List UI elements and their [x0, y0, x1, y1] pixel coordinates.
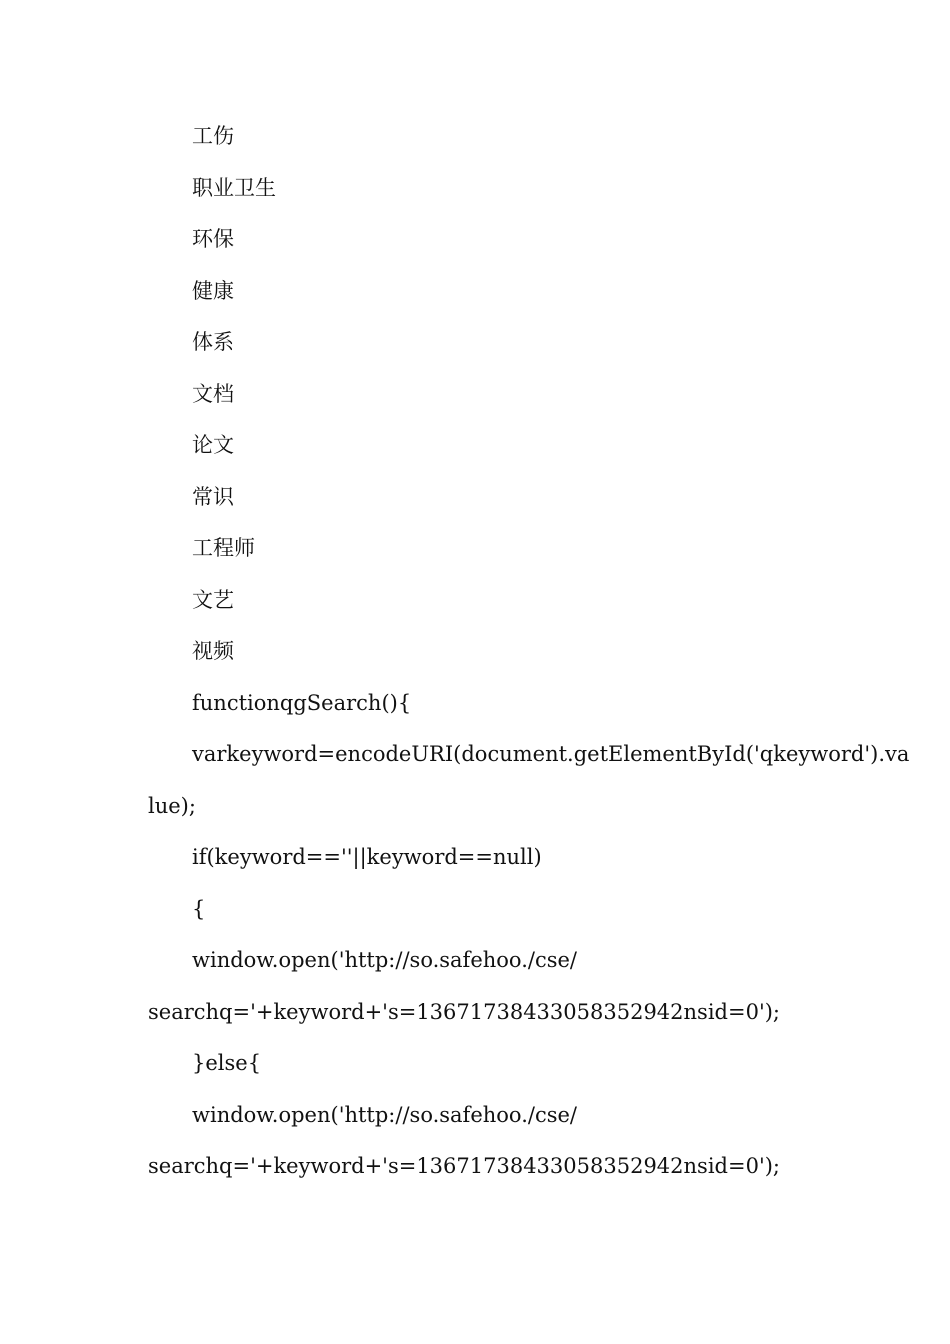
- code-line: {: [192, 897, 206, 921]
- code-line: window.open('http://so.safehoo./cse/: [192, 1103, 577, 1127]
- text-line: 文档: [192, 382, 234, 406]
- code-line: lue);: [148, 794, 196, 818]
- code-line: searchq='+keyword+'s=13671738433058352942nsid=0');: [148, 1154, 780, 1178]
- code-line: functionqgSearch(){: [192, 691, 412, 715]
- code-line: varkeyword=encodeURI(document.getElementById('qkeyword').va: [192, 742, 910, 766]
- text-line: 论文: [192, 433, 234, 457]
- text-line: 工程师: [192, 536, 255, 560]
- text-line: 工伤: [192, 124, 234, 148]
- code-line: }else{: [192, 1051, 262, 1075]
- code-line: window.open('http://so.safehoo./cse/: [192, 948, 577, 972]
- text-line: 健康: [192, 279, 234, 303]
- text-line: 文艺: [192, 588, 234, 612]
- text-line: 职业卫生: [192, 176, 276, 200]
- code-line: searchq='+keyword+'s=13671738433058352942nsid=0');: [148, 1000, 780, 1024]
- text-line: 视频: [192, 639, 234, 663]
- text-line: 体系: [192, 330, 234, 354]
- text-line: 常识: [192, 485, 234, 509]
- code-line: if(keyword==''||keyword==null): [192, 845, 542, 869]
- text-line: 环保: [192, 227, 234, 251]
